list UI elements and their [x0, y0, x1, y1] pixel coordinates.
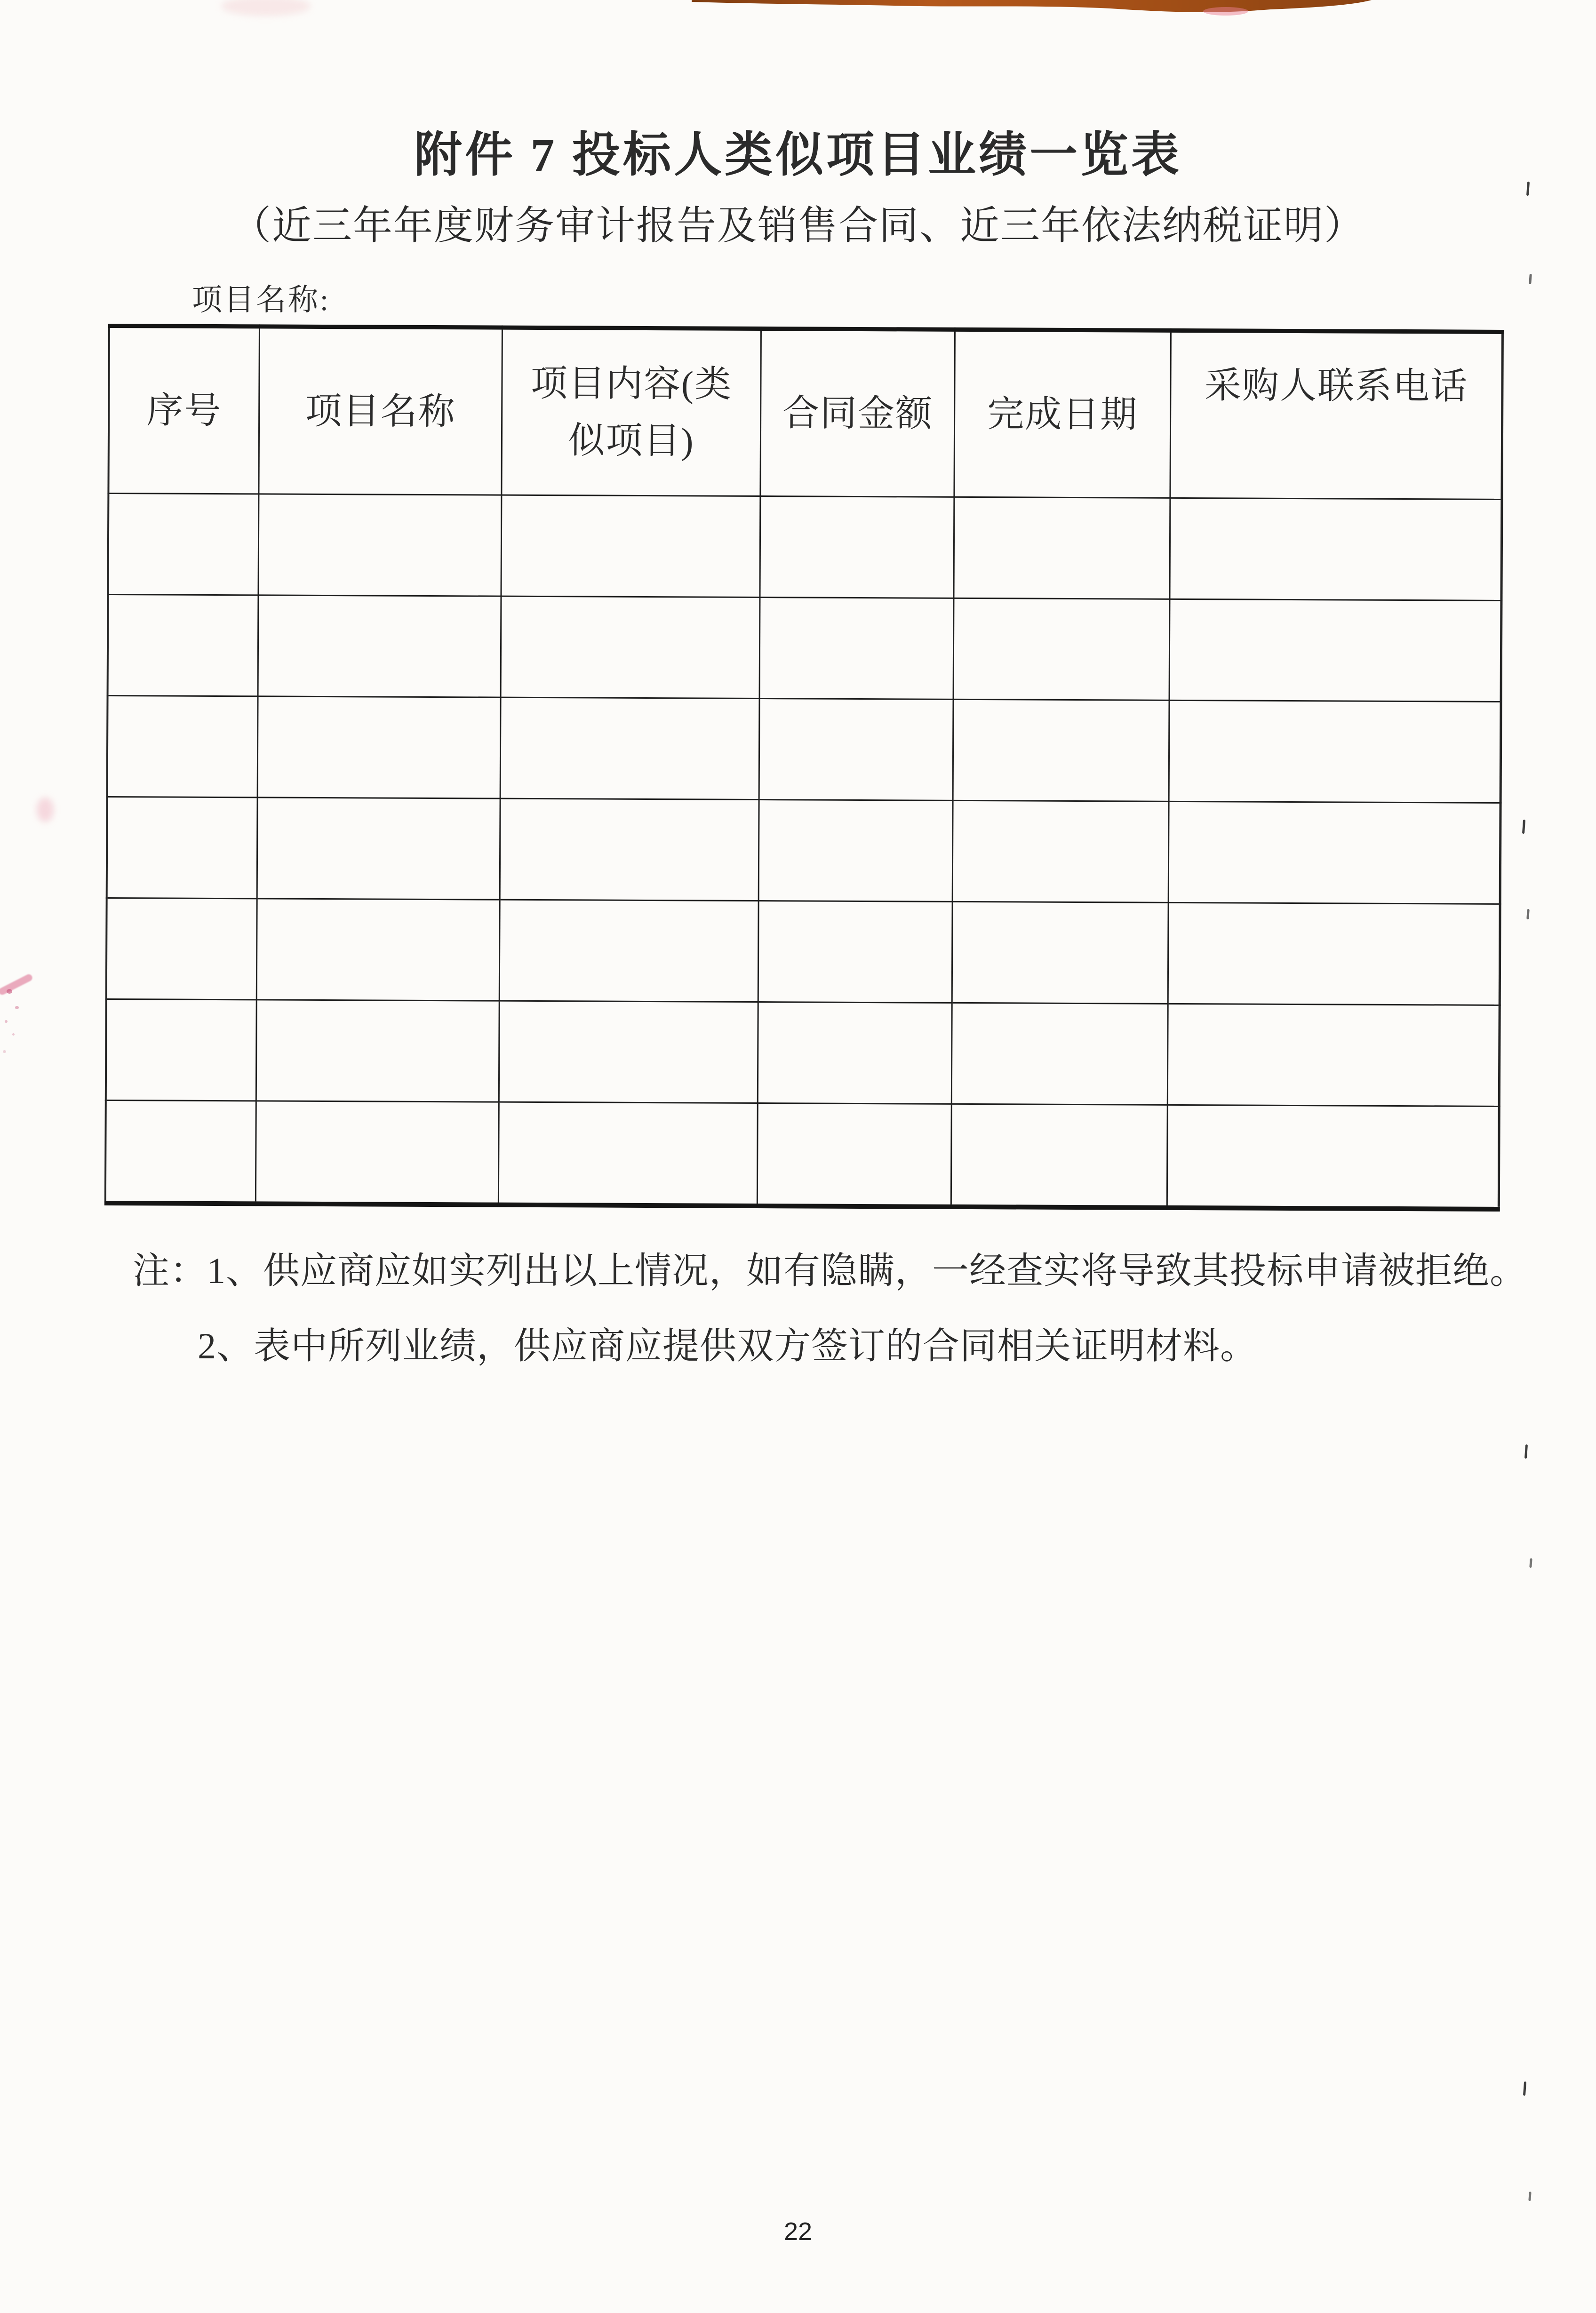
column-header-purchaser-phone: 采购人联系电话	[1170, 330, 1502, 499]
table-cell	[499, 1001, 758, 1103]
column-header-contract-amount: 合同金额	[760, 329, 955, 497]
scan-smudge-pink	[0, 973, 33, 996]
table-row	[105, 1100, 1499, 1209]
scan-tick-mark	[1529, 1558, 1532, 1568]
table-cell	[107, 696, 258, 798]
scan-tick-mark	[1524, 1444, 1528, 1459]
scan-tick-mark	[1528, 2192, 1531, 2201]
table-cell	[951, 1003, 1168, 1105]
scan-edge-band	[0, 0, 1596, 33]
table-cell	[501, 596, 760, 698]
scan-tick-mark	[1522, 820, 1525, 834]
table-cell	[257, 798, 500, 900]
scan-tick-mark	[1523, 2082, 1526, 2096]
table-row	[106, 999, 1500, 1106]
table-cell	[256, 1000, 499, 1102]
scan-blush-artifact	[37, 798, 54, 822]
table-cell	[1169, 700, 1501, 803]
page-number: 22	[783, 2217, 813, 2246]
table-cell	[257, 696, 500, 798]
table-cell	[107, 797, 258, 898]
table-cell	[498, 1102, 758, 1206]
column-header-completion-date: 完成日期	[954, 329, 1171, 498]
table-cell	[108, 595, 259, 696]
table-cell	[499, 900, 759, 1002]
table-cell	[256, 1101, 499, 1205]
table-row	[108, 494, 1501, 601]
table-cell	[953, 699, 1169, 801]
table-body	[105, 494, 1502, 1209]
table-cell	[1168, 801, 1500, 904]
table-cell	[258, 595, 501, 697]
table-cell	[500, 697, 760, 799]
table-cell	[758, 901, 953, 1003]
table-cell	[501, 495, 761, 597]
table-cell	[106, 898, 257, 999]
performance-table	[104, 324, 1504, 1212]
scan-blush-artifact	[221, 0, 311, 16]
table-cell	[1167, 1004, 1500, 1106]
page-subtitle: （近三年年度财务审计报告及销售合同、近三年依法纳税证明）	[231, 204, 1365, 248]
table-cell	[758, 1103, 952, 1207]
scan-smudge-speck	[7, 989, 12, 994]
table-row	[107, 797, 1500, 904]
note-line-1: 注：1、供应商应如实列出以上情况，如有隐瞒，一经查实将导致其投标申请被拒绝。	[133, 1250, 1527, 1291]
table-cell	[758, 1002, 952, 1104]
table-cell	[954, 497, 1170, 599]
page-title: 附件 7 投标人类似项目业绩一览表	[414, 129, 1182, 182]
scan-smudge-speck	[12, 1033, 15, 1036]
table-cell	[952, 901, 1168, 1004]
table-cell	[106, 999, 257, 1101]
table-cell	[1169, 599, 1501, 702]
table-cell	[760, 496, 954, 598]
table-row	[108, 595, 1501, 702]
column-header-project-name: 项目名称	[259, 327, 502, 495]
table-cell	[759, 598, 954, 700]
table-cell	[257, 899, 500, 1001]
scan-smudge-speck	[5, 1020, 8, 1023]
table-cell	[500, 798, 759, 901]
table-cell	[105, 1100, 256, 1204]
scan-tick-mark	[1529, 274, 1532, 284]
table-cell	[108, 494, 259, 595]
table-row	[107, 696, 1501, 803]
scan-smudge-speck	[15, 1006, 19, 1009]
column-header-project-content: 项目内容(类似项目)	[502, 327, 761, 496]
notes-block	[133, 1248, 1544, 1369]
note-line-2: 2、表中所列业绩，供应商应提供双方签订的合同相关证明材料。	[198, 1325, 1258, 1366]
table-cell	[1170, 498, 1502, 600]
scan-tick-mark	[1526, 909, 1530, 919]
table-cell	[759, 800, 953, 902]
table-cell	[952, 800, 1169, 902]
table-cell	[258, 494, 501, 596]
table-cell	[1167, 1105, 1499, 1209]
table-cell	[953, 598, 1170, 700]
table-cell	[759, 699, 954, 801]
project-name-label: 项目名称:	[192, 283, 330, 317]
table-row	[106, 898, 1500, 1005]
table-cell	[1168, 902, 1500, 1005]
table-header-row	[108, 326, 1502, 500]
column-header-serial-number: 序号	[108, 326, 259, 494]
scan-smudge-speck	[3, 1050, 6, 1053]
table-cell	[951, 1104, 1167, 1208]
